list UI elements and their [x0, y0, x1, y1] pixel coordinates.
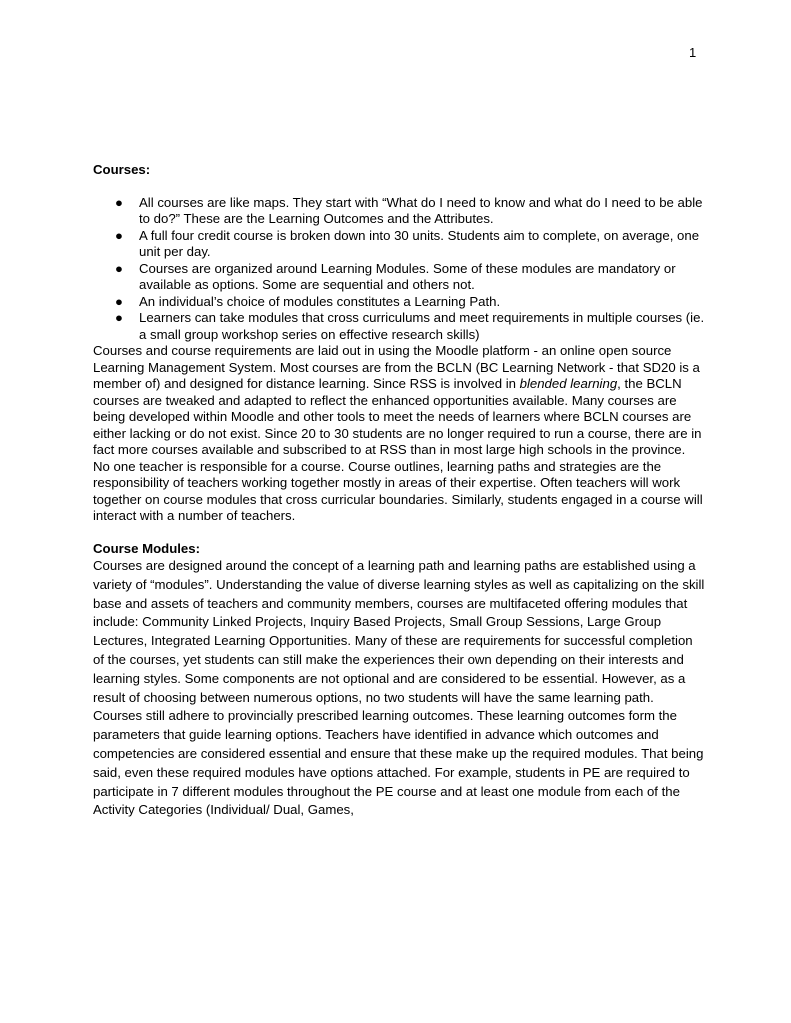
page-number: 1	[689, 45, 697, 60]
list-item	[115, 293, 705, 311]
document-body	[93, 162, 705, 820]
courses-paragraph-moodle	[93, 343, 705, 459]
list-item	[115, 310, 705, 343]
courses-paragraph-teachers: No one teacher is responsible for a course. Course outlines, learning paths and strategies are the responsibility of teachers working together mostly in areas of their expertise. Often teachers will work together on course modules that cross curricular boundaries. Similarly, students engaged in a course will interact with a number of teachers.	[93, 458, 703, 523]
modules-paragraph-learning-path: Courses are designed around the concept of a learning path and learning paths are established using a variety of “modules”. Understanding the value of diverse learning styles as well as capitalizing on the skill base and assets of teachers and community members, courses are multifaceted offering modules that include: Community Linked Projects, Inquiry Based Projects, Small Group Sessions, Large Group Lectures, Integrated Learning Opportunities. Many of these are requirements for successful completion of the courses, yet students can still make the experiences their own depending on their interests and learning styles. Some components are not optional and are considered to be essential. However, as a result of choosing between numerous options, no two students will have the same learning path.	[93, 558, 705, 705]
bullet-icon: ●	[115, 293, 123, 309]
list-item-text: Learners can take modules that cross curriculums and meet requirements in multiple courses (ie. a small group workshop series on effective research skills)	[139, 310, 705, 342]
course-modules-heading: Course Modules:	[93, 540, 200, 556]
list-item	[115, 194, 705, 228]
list-item-text: All courses are like maps. They start with “What do I need to know and what do I need to be able to do?” These are the Learning Outcomes and the Attributes.	[139, 194, 703, 226]
bullet-icon: ●	[115, 194, 123, 210]
list-item-text: Courses are organized around Learning Modules. Some of these modules are mandatory or available as options. Some are sequential and others not.	[139, 260, 676, 292]
list-item	[115, 260, 705, 294]
list-item	[115, 227, 705, 261]
bullet-icon: ●	[115, 310, 123, 325]
list-item-text: An individual’s choice of modules constitutes a Learning Path.	[139, 293, 501, 309]
courses-heading: Courses:	[93, 162, 151, 177]
courses-bullet-list	[93, 195, 705, 344]
paragraph-text: , the BCLN courses are tweaked and adapted to reflect the enhanced opportunities available. Many courses are being developed within Moodle and other tools to meet the needs of learners where BCLN courses are either lacking or do not exist. Since 20 to 30 students are no longer required to run a course, there are in fact more courses available and subscribed to at RSS than in most large high schools in the province.	[93, 376, 702, 457]
italic-term: blended learning	[519, 376, 618, 391]
modules-paragraph-outcomes: Courses still adhere to provincially prescribed learning outcomes. These learning outcomes form the parameters that guide learning options. Teachers have identified in advance which outcomes and competencies are considered essential and ensure that these make up the required modules. That being said, even these required modules have options attached. For example, students in PE are required to participate in 7 different modules throughout the PE course and at least one module from each of the Activity Categories (Individual/ Dual, Games,	[93, 708, 704, 818]
bullet-icon: ●	[115, 227, 123, 243]
list-item-text: A full four credit course is broken down into 30 units. Students aim to complete, on average, one unit per day.	[139, 227, 700, 259]
paragraph-text: Courses and course requirements are laid out in using the Moodle platform - an online open source Learning Management System. Most courses are from the BCLN (BC Learning Network - that SD20 is a member of) and designed for distance learning. Since RSS is involved in	[93, 343, 700, 391]
bullet-icon: ●	[115, 260, 123, 276]
